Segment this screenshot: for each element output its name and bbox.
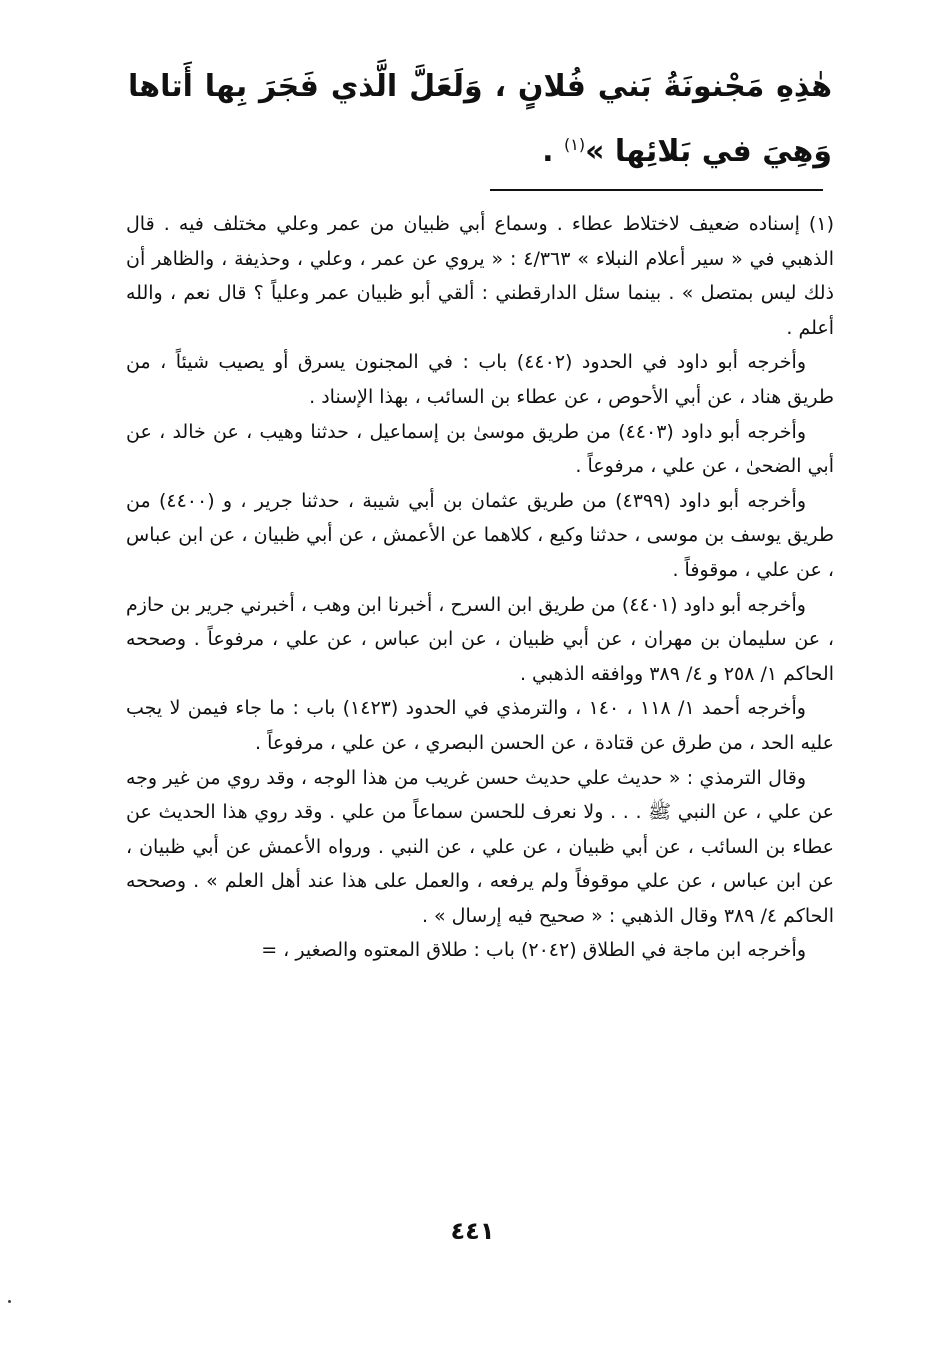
main-text-end: .	[542, 134, 565, 169]
scan-speck	[8, 1300, 11, 1303]
page-number: ٤٤١	[450, 1217, 495, 1245]
footnote-paragraph: وأخرجه أبو داود (٤٤٠٣) من طريق موسىٰ بن إسماعيل ، حدثنا وهيب ، عن خالد ، عن أبي الضحىٰ ، عن علي ، مرفوعاً .	[126, 420, 834, 478]
footnote-paragraph: وقال الترمذي : « حديث علي حديث حسن غريب من هذا الوجه ، وقد روي من غير وجه عن علي ، عن النبي ﷺ . . . ولا نعرف للحسن سماعاً من علي . وقد روي هذا الحديث عن عطاء بن السائب ، عن أبي ظبيان ، عن علي ، عن النبي . ورواه الأعمش عن أبي ظبيان ، عن ابن عباس ، عن علي موقوفاً ولم يرفعه ، والعمل على هذا عند أهل العلم » . وصححه الحاكم ٤/ ٣٨٩ وقال الذهبي : « صحيح فيه إرسال » .	[126, 766, 834, 927]
main-text-body: هٰذِهِ مَجْنونَةُ بَني فُلانٍ ، وَلَعَلَّ الَّذي فَجَرَ بِها أَتاها وَهِيَ في بَلائِها »	[128, 69, 832, 169]
footnote-paragraph: (١) إسناده ضعيف لاختلاط عطاء . وسماع أبي ظبيان من عمر وعلي مختلف فيه . قال الذهبي في « سير أعلام النبلاء » ٤/٣٦٣ : « يروي عن عمر ، وعلي ، وحذيفة ، والظاهر أن ذلك ليس بمتصل » . بينما سئل الدارقطني : ألقي أبو ظبيان عمر وعلياً ؟ قال نعم ، والله أعلم .	[126, 213, 834, 339]
footnote-paragraph: وأخرجه أبو داود في الحدود (٤٤٠٢) باب : في المجنون يسرق أو يصيب شيئاً ، من طريق هناد ، عن أبي الأحوص ، عن عطاء بن السائب ، بهذا الإسناد .	[126, 351, 834, 408]
footnote-paragraph: وأخرجه أبو داود (٤٣٩٩) من طريق عثمان بن أبي شيبة ، حدثنا جرير ، و (٤٤٠٠) من طريق يوسف بن موسى ، حدثنا وكيع ، كلاهما عن الأعمش ، عن أبي ظبيان ، عن ابن عباس ، عن علي ، موقوفاً .	[126, 489, 834, 581]
main-text	[128, 58, 832, 181]
footnote-paragraph: وأخرجه أحمد ١/ ١١٨ ، ١٤٠ ، والترمذي في الحدود (١٤٢٣) باب : ما جاء فيمن لا يجب عليه الحد ، من طرق عن قتادة ، عن الحسن البصري ، عن علي ، مرفوعاً .	[126, 697, 834, 754]
footnote-paragraph: وأخرجه ابن ماجة في الطلاق (٢٠٤٢) باب : طلاق المعتوه والصغير ، =	[261, 939, 806, 962]
footnote-reference: (١)	[564, 135, 586, 154]
footnotes-section	[126, 207, 834, 968]
footnote-paragraph: وأخرجه أبو داود (٤٤٠١) من طريق ابن السرح ، أخبرنا ابن وهب ، أخبرني جرير بن حازم ، عن سليمان بن مهران ، عن أبي ظبيان ، عن ابن عباس ، عن علي ، مرفوعاً . وصححه الحاكم ١/ ٢٥٨ و ٤/ ٣٨٩ ووافقه الذهبي .	[126, 593, 834, 685]
footnote-separator	[490, 189, 823, 191]
